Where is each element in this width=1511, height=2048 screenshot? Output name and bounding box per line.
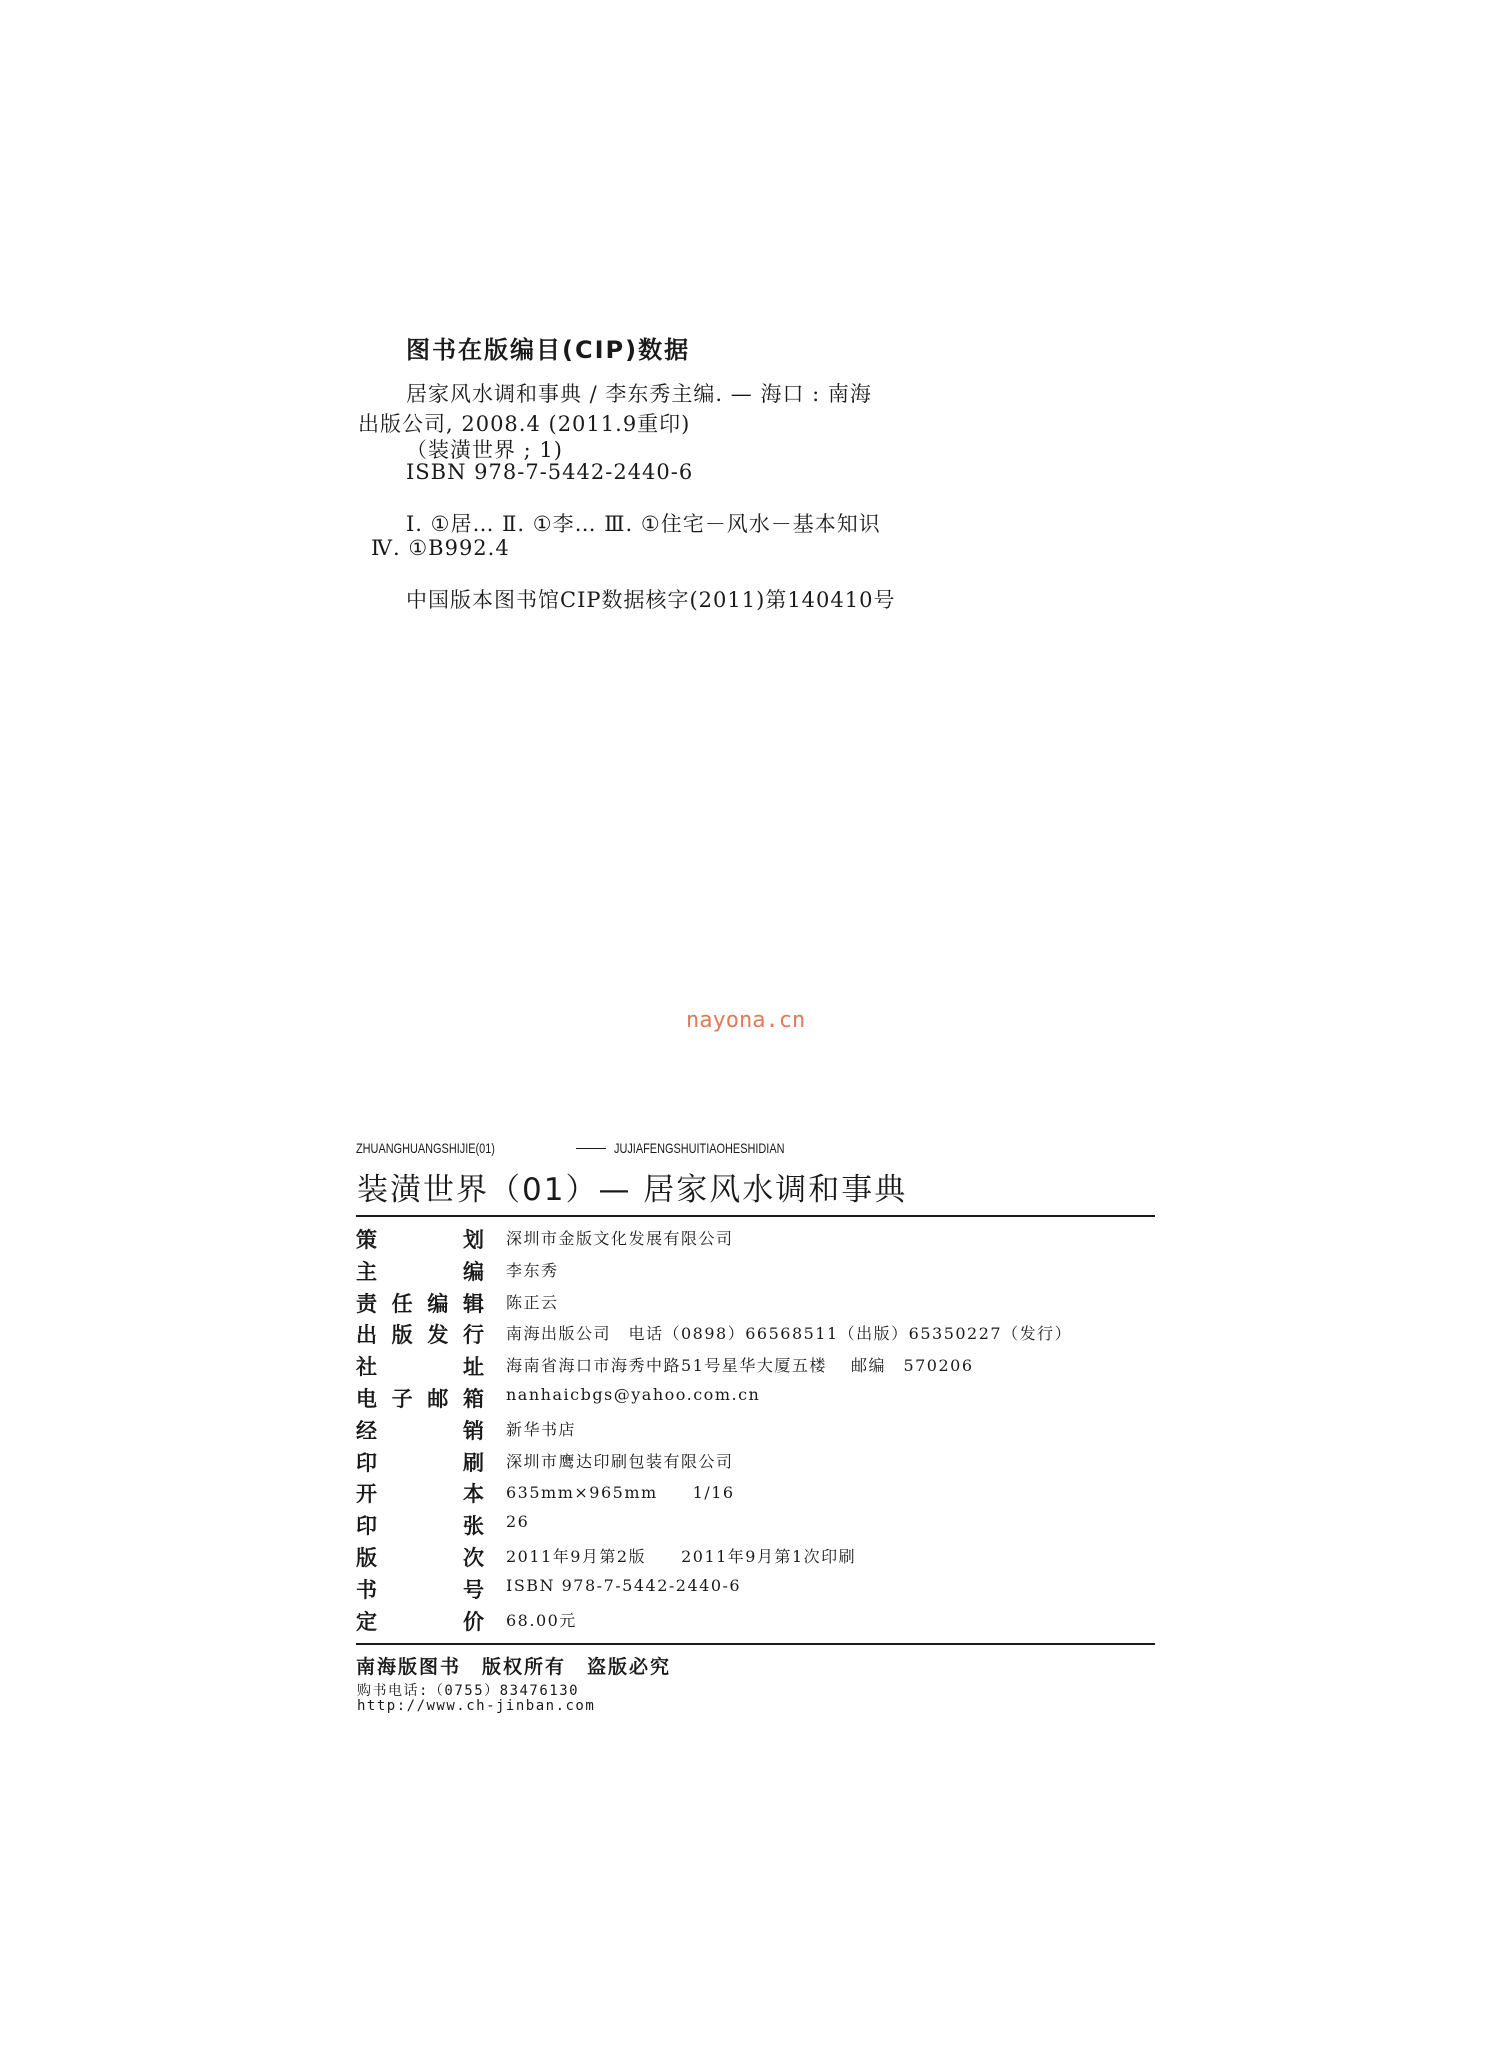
series-pinyin-right: JUJIAFENGSHUITIAOHESHIDIAN bbox=[614, 1140, 785, 1156]
colophon-label: 印 刷 bbox=[356, 1450, 484, 1475]
colophon-row bbox=[356, 1606, 1156, 1638]
colophon-value: 新华书店 bbox=[506, 1419, 577, 1439]
colophon-row bbox=[356, 1415, 1156, 1447]
colophon-value: 海南省海口市海秀中路51号星华大厦五楼 邮编 570206 bbox=[506, 1356, 974, 1376]
colophon-label: 出 版 发 行 bbox=[356, 1323, 484, 1348]
purchase-phone: 购书电话:（0755）83476130 bbox=[357, 1683, 580, 1699]
colophon-label: 经 销 bbox=[356, 1418, 484, 1443]
colophon-label: 印 张 bbox=[356, 1514, 484, 1539]
cip-heading: 图书在版编目(CIP)数据 bbox=[406, 336, 691, 364]
colophon-row bbox=[356, 1510, 1156, 1542]
colophon-row bbox=[356, 1351, 1156, 1383]
colophon-row bbox=[356, 1574, 1156, 1606]
colophon-value: 深圳市金版文化发展有限公司 bbox=[506, 1229, 734, 1248]
watermark: nayona.cn bbox=[686, 1008, 806, 1033]
colophon-row bbox=[356, 1542, 1156, 1574]
colophon-label: 书 号 bbox=[356, 1577, 484, 1602]
cip-line-6: Ⅳ. ①B992.4 bbox=[371, 536, 510, 560]
colophon-value: 68.00元 bbox=[506, 1610, 577, 1630]
colophon-label: 定 价 bbox=[356, 1609, 484, 1634]
colophon-label: 电 子 邮 箱 bbox=[356, 1386, 484, 1411]
colophon-row bbox=[356, 1478, 1156, 1510]
website-url: http://www.ch-jinban.com bbox=[357, 1698, 596, 1714]
colophon-row bbox=[356, 1319, 1156, 1351]
colophon-row bbox=[356, 1447, 1156, 1479]
colophon-value: 深圳市鹰达印刷包装有限公司 bbox=[506, 1451, 734, 1471]
colophon-value: 陈正云 bbox=[506, 1292, 559, 1312]
pinyin-dash bbox=[576, 1148, 606, 1149]
colophon-value: nanhaicbgs@yahoo.com.cn bbox=[506, 1384, 761, 1404]
cip-line-2: 出版公司, 2008.4 (2011.9重印) bbox=[358, 412, 691, 436]
cip-line-4: ISBN 978-7-5442-2440-6 bbox=[406, 460, 694, 484]
colophon-row bbox=[356, 1224, 1156, 1256]
top-rule bbox=[356, 1215, 1155, 1217]
series-pinyin-left: ZHUANGHUANGSHIJIE(01) bbox=[356, 1140, 495, 1156]
colophon-value: 2011年9月第2版 2011年9月第1次印刷 bbox=[506, 1546, 857, 1566]
bottom-rule bbox=[356, 1643, 1155, 1645]
cip-line-1: 居家风水调和事典 / 李东秀主编. — 海口 : 南海 bbox=[406, 382, 872, 406]
colophon-label: 策 划 bbox=[356, 1228, 484, 1252]
cip-line-5: Ⅰ. ①居… Ⅱ. ①李… Ⅲ. ①住宅－风水－基本知识 bbox=[406, 512, 881, 536]
colophon-value: 635mm×965mm 1/16 bbox=[506, 1483, 735, 1503]
colophon-value: 南海出版公司 电话（0898）66568511（出版）65350227（发行） bbox=[506, 1324, 1073, 1344]
colophon-value: 李东秀 bbox=[506, 1260, 559, 1280]
colophon-label: 版 次 bbox=[356, 1545, 484, 1570]
colophon-row bbox=[356, 1288, 1156, 1320]
series-title: 装潢世界（01）— 居家风水调和事典 bbox=[357, 1172, 908, 1208]
colophon-row bbox=[356, 1256, 1156, 1288]
colophon-label: 社 址 bbox=[356, 1355, 484, 1380]
colophon-value: ISBN 978-7-5442-2440-6 bbox=[506, 1575, 742, 1595]
colophon-label: 主 编 bbox=[356, 1259, 484, 1284]
colophon-label: 责 任 编 辑 bbox=[356, 1291, 484, 1316]
copyright-notice: 南海版图书 版权所有 盗版必究 bbox=[356, 1656, 672, 1678]
cip-line-3: （装潢世界 ; 1) bbox=[406, 438, 563, 462]
colophon-row bbox=[356, 1383, 1156, 1415]
cip-number: 中国版本图书馆CIP数据核字(2011)第140410号 bbox=[406, 588, 896, 612]
colophon-table bbox=[356, 1224, 1156, 1637]
colophon-label: 开 本 bbox=[356, 1482, 484, 1507]
colophon-value: 26 bbox=[506, 1512, 530, 1532]
